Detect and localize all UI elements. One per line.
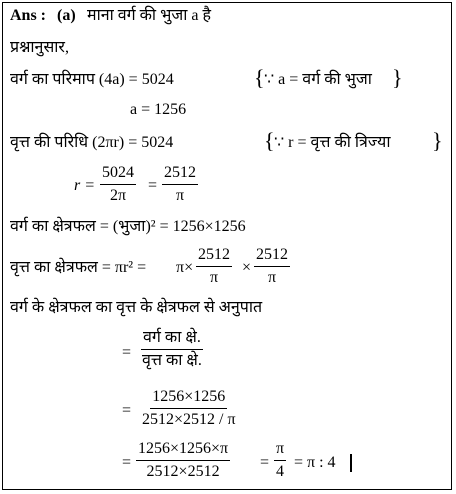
r-equals: =	[148, 177, 158, 194]
circle-area-pi: π×	[176, 259, 194, 276]
circumference-equation: वृत्त की परिधि (2πr) = 5024	[10, 134, 174, 151]
according-to-question: प्रश्नानुसार,	[10, 39, 69, 56]
r-lhs: r =	[74, 177, 96, 194]
side-value: a = 1256	[130, 101, 187, 118]
ratio-fraction-3-denominator: 2512×2512	[146, 463, 220, 480]
circle-area-fraction-2-numerator: 2512	[254, 245, 290, 267]
answer-label: Ans :	[10, 7, 47, 24]
square-area-equation: वर्ग का क्षेत्रफल = (भुजा)² = 1256×1256	[10, 218, 246, 235]
perimeter-equation: वर्ग का परिमाप (4a) = 5024	[10, 71, 174, 88]
perimeter-note: ∵ a = वर्ग की भुजा	[264, 71, 372, 88]
circle-area-fraction-1-numerator: 2512	[196, 245, 232, 267]
ratio-fraction-4-numerator: π	[274, 439, 286, 461]
ratio-fraction-1-numerator: वर्ग का क्षे.	[141, 328, 203, 350]
circle-area-fraction-1	[196, 245, 232, 288]
ratio-equals-2: =	[122, 402, 132, 419]
circumference-note: ∵ r = वृत्त की त्रिज्या	[274, 134, 391, 151]
ratio-fraction-1	[140, 328, 204, 371]
note-brace-close: }	[392, 65, 403, 90]
r-fraction-1-denominator: 2π	[109, 187, 127, 204]
r-fraction-1-numerator: 5024	[100, 163, 136, 185]
ratio-equals-3: =	[122, 454, 132, 471]
final-ratio: = π : 4	[294, 454, 336, 471]
answer-option: (a)	[57, 7, 76, 24]
r-fraction-2-denominator: π	[175, 187, 185, 204]
ratio-fraction-3-numerator: 1256×1256×π	[136, 439, 230, 461]
r-fraction-2	[162, 163, 198, 206]
text-cursor	[350, 454, 352, 472]
circle-area-fraction-2-denominator: π	[267, 269, 277, 286]
ratio-fraction-1-denominator: वृत्त का क्षे.	[142, 352, 202, 369]
ratio-fraction-2-denominator: 2512×2512 / π	[142, 411, 236, 428]
circle-area-fraction-2	[254, 245, 290, 288]
circle-area-equation: वृत्त का क्षेत्रफल = πr² =	[10, 259, 147, 276]
note-brace-close-2: }	[432, 128, 443, 153]
ratio-equals-1: =	[122, 344, 132, 361]
ratio-fraction-2	[140, 387, 238, 430]
note-brace-open: {	[254, 65, 265, 90]
r-fraction-1	[100, 163, 136, 206]
note-brace-open-2: {	[264, 128, 275, 153]
circle-area-times: ×	[242, 259, 252, 276]
ratio-fraction-4-denominator: 4	[276, 463, 285, 480]
ratio-fraction-2-numerator: 1256×1256	[150, 387, 227, 409]
r-fraction-2-numerator: 2512	[162, 163, 198, 185]
ratio-statement: वर्ग के क्षेत्रफल का वृत्त के क्षेत्रफल से अनुपात	[10, 299, 263, 316]
ratio-equals-4: =	[260, 454, 270, 471]
circle-area-fraction-1-denominator: π	[209, 269, 219, 286]
ratio-fraction-4	[274, 439, 286, 482]
answer-statement: माना वर्ग की भुजा a है	[87, 7, 211, 24]
ratio-fraction-3	[136, 439, 230, 482]
